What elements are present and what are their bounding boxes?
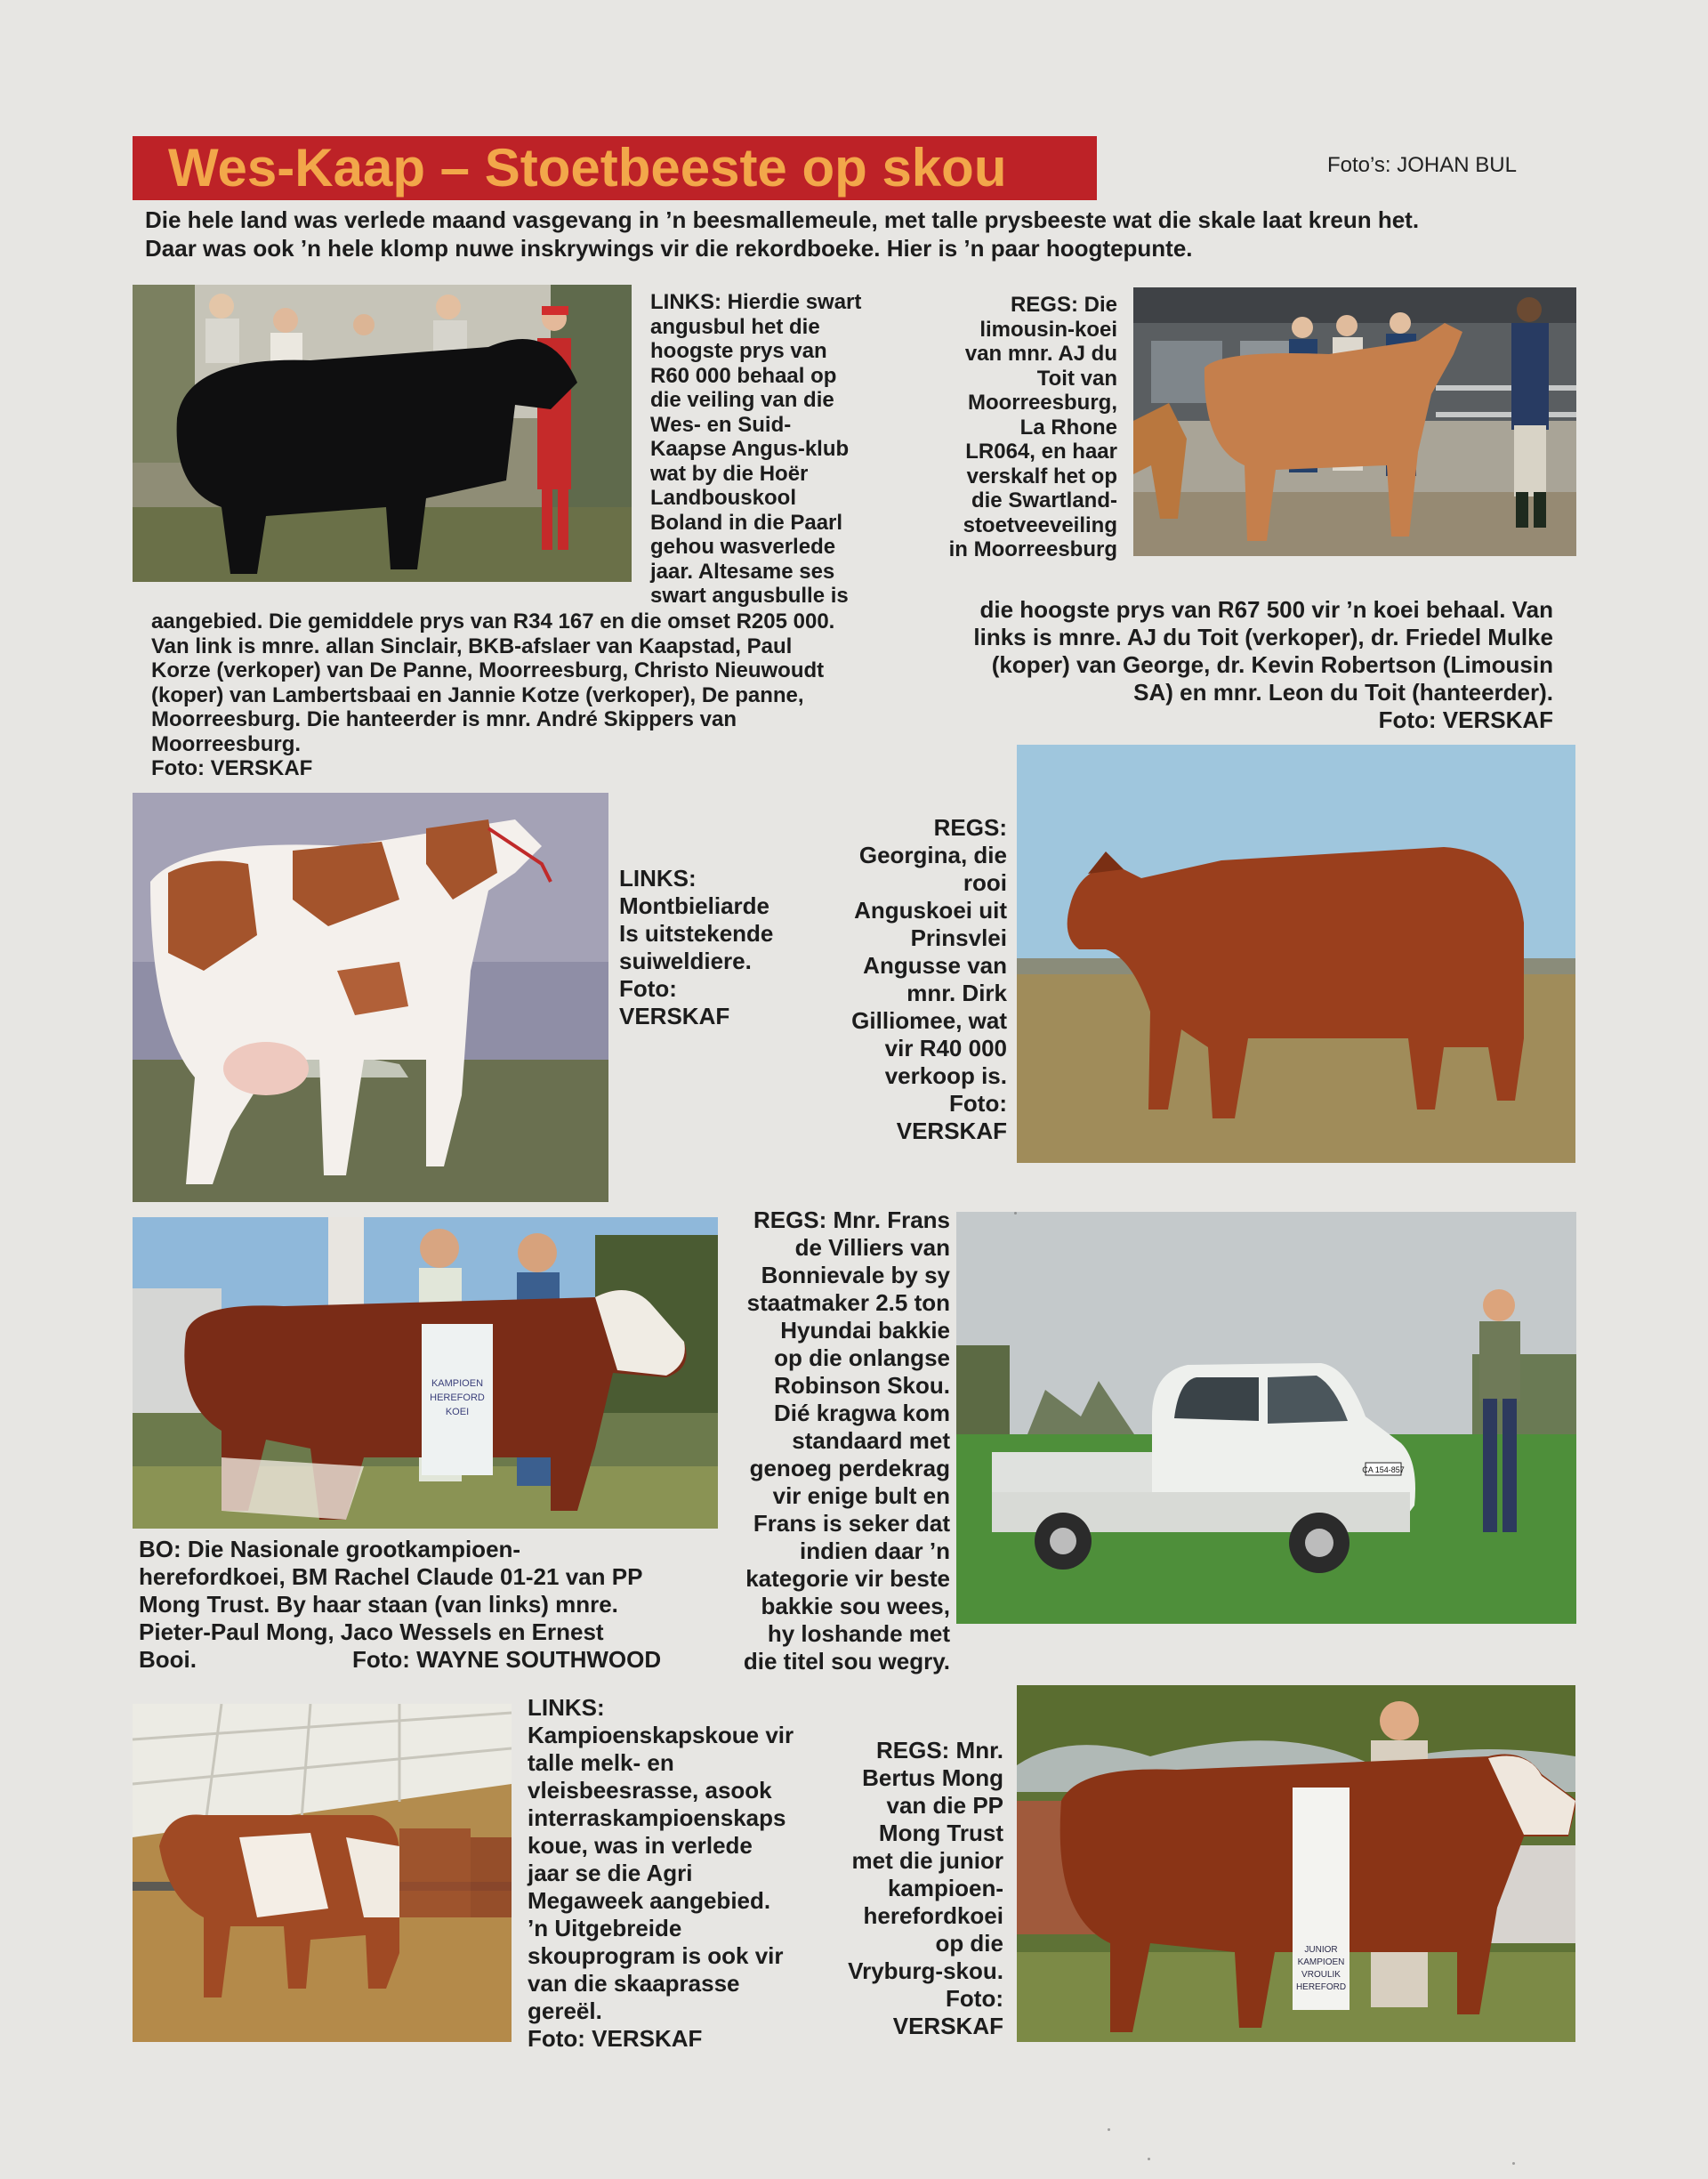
caption-line: Dié kragwa kom — [774, 1400, 950, 1426]
caption-line: Gilliomee, wat — [851, 1007, 1007, 1034]
caption-credit: VERSKAF — [619, 1003, 730, 1029]
caption-line: REGS: Die — [1010, 293, 1117, 317]
caption-line: de Villiers van — [794, 1234, 950, 1261]
caption-line: Montbieliarde — [619, 892, 770, 919]
caption-line: van die skaaprasse — [528, 1970, 740, 1997]
caption-credit: Foto: VERSKAF — [151, 756, 313, 780]
caption-line: La Rhone — [1019, 415, 1117, 440]
caption-line: Toit van — [1036, 366, 1117, 391]
caption-line: die hoogste prys van R67 500 vir ’n koei behaal. Van — [979, 596, 1553, 623]
caption-line: herefordkoei — [863, 1902, 1003, 1929]
caption-line: Landbouskool — [650, 486, 796, 510]
caption-line: ’n Uitgebreide — [528, 1915, 682, 1941]
caption-line: Mong Trust — [878, 1820, 1003, 1846]
caption-credit: Foto: VERSKAF — [1378, 706, 1553, 733]
caption-line: talle melk- en — [528, 1749, 674, 1776]
caption-line: suiweldiere. — [619, 948, 752, 974]
caption-line: angusbul het die — [650, 314, 820, 339]
sash-text: JUNIOR — [1304, 1945, 1338, 1955]
caption-line: van die PP — [886, 1792, 1003, 1819]
caption-line: Kaapse Angus-klub — [650, 437, 850, 461]
caption-championship-cows — [528, 1694, 821, 2053]
caption-line: Mong Trust. By haar staan (van links) mnre. — [139, 1591, 618, 1618]
caption-line: op die onlangse — [774, 1344, 950, 1371]
page-title: Wes-Kaap – Stoetbeeste op skou — [168, 138, 1007, 198]
caption-line: limousin-koei — [979, 317, 1117, 342]
caption-line: gehou wasverlede — [650, 535, 836, 559]
photo-red-angus-cow — [1017, 745, 1575, 1163]
caption-line: REGS: Mnr. — [875, 1737, 1003, 1763]
sash-text: HEREFORD — [1295, 1982, 1347, 1992]
caption-line: die Swartland- — [971, 488, 1117, 512]
caption-credit: VERSKAF — [892, 2013, 1003, 2039]
caption-line: Angusse van — [863, 952, 1007, 979]
caption-limousin-below — [890, 596, 1553, 734]
caption-line: Kampioenskapskoue vir — [528, 1722, 794, 1748]
photo-hereford-champion — [133, 1217, 718, 1529]
sash-text: KOEI — [445, 1407, 470, 1417]
caption-line: verkoop is. — [884, 1062, 1007, 1089]
caption-line: die veiling van die — [650, 388, 834, 412]
caption-line: (koper) van Lambertsbaai en Jannie Kotze (verkoper), De panne, — [151, 682, 804, 707]
caption-line: interraskampioenskaps — [528, 1804, 786, 1831]
caption-line: wat by die Hoër — [650, 461, 809, 486]
caption-line: Hyundai bakkie — [780, 1317, 950, 1344]
caption-line: Georgina, die — [858, 842, 1007, 868]
caption-limousin-side — [898, 293, 1117, 562]
caption-junior-hereford — [810, 1737, 1003, 2040]
photo-limousin-cow — [1133, 287, 1576, 556]
caption-line: Anguskoei uit — [854, 897, 1007, 924]
caption-credit: Foto: VERSKAF — [528, 2025, 703, 2052]
caption-line: hoogste prys van — [650, 339, 827, 363]
caption-line: hy loshande met — [767, 1620, 950, 1647]
title-banner — [133, 136, 1097, 200]
caption-line: Van link is mnre. allan Sinclair, BKB-afslaer van Kaapstad, Paul — [151, 634, 793, 658]
caption-line: bakkie sou wees, — [761, 1593, 950, 1619]
caption-line: jaar. Altesame ses — [650, 559, 835, 584]
caption-line: op die — [935, 1930, 1003, 1957]
caption-line: Moorreesburg. Die hanteerder is mnr. André Skippers van — [151, 707, 737, 731]
photo-junior-hereford — [1017, 1685, 1575, 2042]
caption-line: Moorreesburg, — [967, 391, 1117, 415]
caption-line: van mnr. AJ du — [964, 342, 1117, 366]
caption-line: verskalf het op — [966, 464, 1117, 488]
caption-line: Prinsvlei — [910, 924, 1007, 951]
caption-line: herefordkoei, BM Rachel Claude 01-21 van PP — [139, 1563, 643, 1590]
photo-credit: Foto’s: JOHAN BUL — [1327, 153, 1517, 177]
caption-line: Boland in die Paarl — [650, 510, 843, 535]
caption-hereford-champion — [139, 1536, 708, 1674]
caption-line: gereël. — [528, 1997, 602, 2024]
caption-line: REGS: — [933, 814, 1007, 841]
caption-line: stoetveeveiling — [963, 512, 1117, 537]
photo-black-angus-bull — [133, 285, 632, 582]
caption-line: jaar se die Agri — [528, 1860, 693, 1886]
caption-credit: Foto: WAYNE SOUTHWOOD — [352, 1646, 662, 1673]
paper-speck — [1108, 2128, 1110, 2131]
caption-line: Vryburg-skou. — [848, 1957, 1003, 1984]
license-plate-text: CA 154-857 — [1362, 1465, 1405, 1474]
caption-line: vleisbeesrasse, asook — [528, 1777, 772, 1804]
caption-line: skouprogram is ook vir — [528, 1942, 784, 1969]
caption-line: vir R40 000 — [884, 1035, 1007, 1061]
caption-line: BO: Die Nasionale grootkampioen- — [139, 1536, 521, 1562]
paper-speck — [1148, 2158, 1150, 2160]
caption-line: SA) en mnr. Leon du Toit (hanteerder). — [1133, 679, 1553, 706]
caption-line: Bonnievale by sy — [761, 1262, 950, 1288]
caption-line: Korze (verkoper) van De Panne, Moorreesburg, Christo Nieuwoudt — [151, 658, 825, 682]
photo-montbeliarde-cow — [133, 793, 608, 1202]
caption-line: REGS: Mnr. Frans — [753, 1207, 950, 1233]
photo-hyundai-bakkie — [956, 1212, 1576, 1624]
caption-line: Foto: — [619, 975, 677, 1002]
sash-text: KAMPIOEN — [1297, 1957, 1345, 1967]
caption-line — [139, 1646, 708, 1674]
photo-championship-cows — [133, 1704, 512, 2042]
caption-line: Bertus Mong — [862, 1764, 1003, 1791]
caption-line: links is mnre. AJ du Toit (verkoper), dr. Friedel Mulke — [973, 624, 1553, 650]
intro-line: Die hele land was verlede maand vasgevang in ’n beesmallemeule, met talle prysbeeste wat die skale laat kreun het. — [145, 206, 1420, 233]
paper-speck — [1014, 1212, 1017, 1215]
caption-line: koue, was in verlede — [528, 1832, 753, 1859]
sash-text: HEREFORD — [430, 1392, 485, 1403]
caption-line: kategorie vir beste — [745, 1565, 950, 1592]
caption-line: standaard met — [792, 1427, 950, 1454]
caption-line: indien daar ’n — [799, 1537, 950, 1564]
intro-paragraph — [145, 206, 1568, 262]
paper-speck — [1512, 2162, 1515, 2165]
caption-credit: VERSKAF — [896, 1118, 1007, 1144]
caption-line: LR064, en haar — [965, 440, 1117, 464]
caption-line: LINKS: — [619, 865, 697, 892]
sash-text: VROULIK — [1301, 1970, 1341, 1980]
caption-line: Foto: — [949, 1090, 1007, 1117]
caption-line: mnr. Dirk — [906, 980, 1007, 1006]
caption-line: rooi — [963, 869, 1007, 896]
caption-montbeliarde — [619, 865, 797, 1030]
caption-line: R60 000 behaal op — [650, 363, 837, 388]
caption-angus-side — [650, 290, 882, 609]
caption-line: LINKS: — [528, 1694, 605, 1721]
caption-line: die titel sou wegry. — [743, 1648, 950, 1675]
caption-angus-below — [151, 609, 898, 781]
caption-line: staatmaker 2.5 ton — [746, 1289, 950, 1316]
caption-last-word: Booi. — [139, 1646, 197, 1673]
caption-line: aangebied. Die gemiddele prys van R34 167 en die omset R205 000. — [151, 609, 835, 634]
caption-line: vir enige bult en — [772, 1482, 950, 1509]
caption-line: swart angusbulle is — [650, 584, 849, 608]
caption-line: Frans is seker dat — [753, 1510, 950, 1537]
intro-line: Daar was ook ’n hele klomp nuwe inskrywings vir die rekordboeke. Hier is ’n paar hoogtepunte. — [145, 235, 1193, 262]
caption-line: in Moorreesburg — [948, 537, 1117, 561]
caption-line: genoeg perdekrag — [749, 1455, 950, 1481]
caption-line: kampioen- — [887, 1875, 1003, 1901]
caption-line: (koper) van George, dr. Kevin Robertson (Limousin — [991, 651, 1553, 678]
caption-line: Foto: — [946, 1985, 1003, 2012]
caption-line: Is uitstekende — [619, 920, 774, 947]
caption-georgina — [810, 814, 1007, 1145]
sash-text: KAMPIOEN — [431, 1378, 484, 1389]
caption-line: Pieter-Paul Mong, Jaco Wessels en Ernest — [139, 1618, 604, 1645]
caption-line: LINKS: Hierdie swart — [650, 290, 862, 314]
caption-line: Robinson Skou. — [774, 1372, 950, 1399]
caption-bakkie — [712, 1207, 950, 1675]
caption-line: Moorreesburg. — [151, 731, 302, 756]
caption-line: met die junior — [851, 1847, 1003, 1874]
caption-line: Wes- en Suid- — [650, 412, 792, 437]
caption-line: Megaweek aangebied. — [528, 1887, 771, 1914]
